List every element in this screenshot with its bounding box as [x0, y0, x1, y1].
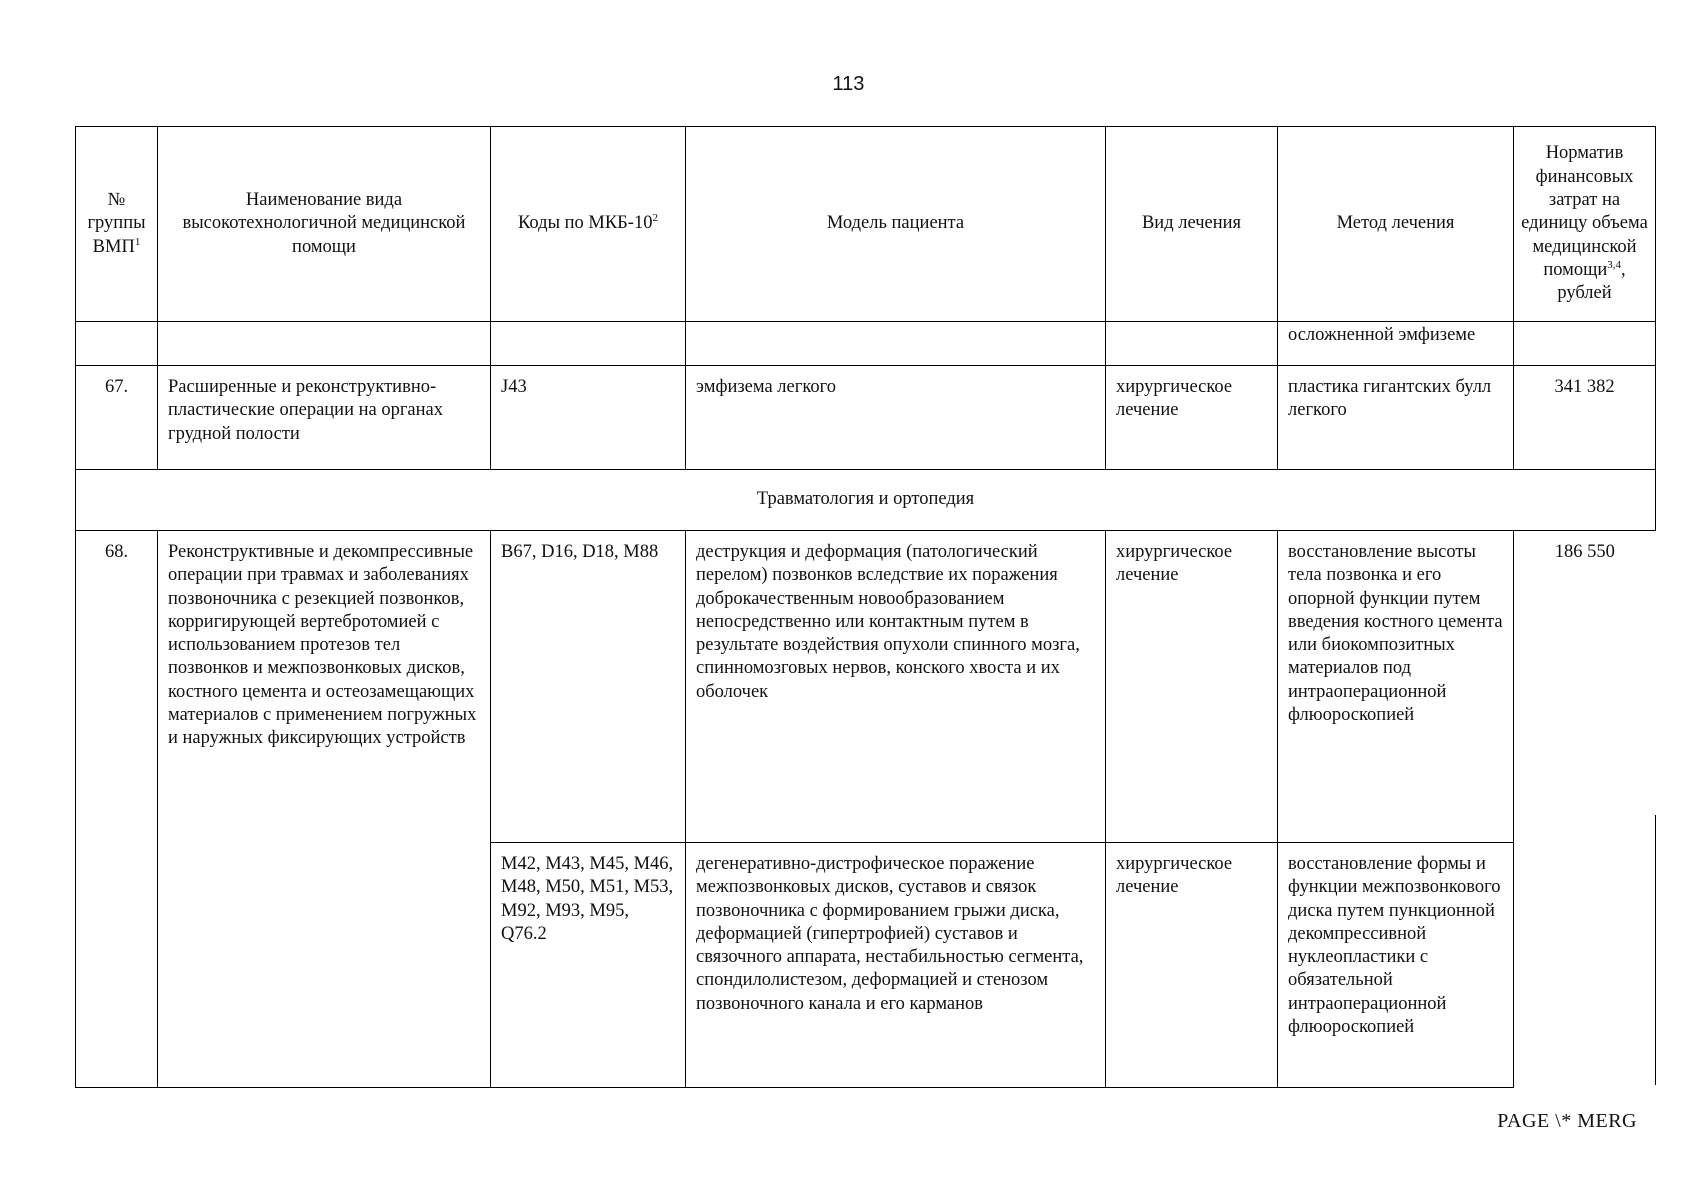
- table-row-67: [76, 366, 1656, 470]
- row68-no: 68.: [76, 531, 158, 1088]
- table-right-edge: [1655, 815, 1656, 1085]
- row68-sub2-model: дегенеративно-дистрофическое поражение межпозвонковых дисков, суставов и связок позвоночника с формированием грыжи диска, деформацией (гипертрофией) суставов и связочного аппарата, нестабильностью сегмента, спондилолистезом, деформацией и стенозом позвоночного канала и его карманов: [686, 843, 1106, 1088]
- header-group-no: № группы ВМП$^1$: [76, 127, 158, 322]
- continuation-row: [76, 322, 1656, 366]
- row68-sub1-model: деструкция и деформация (патологический перелом) позвонков вследствие их поражения доброкачественным новообразованием непосредственно или контактным путем в результате воздействия опухоли спинного мозга, спинномозговых нервов, конского хвоста и их оболочек: [686, 531, 1106, 843]
- section-title: Травматология и ортопедия: [76, 470, 1656, 531]
- row68-sub2-type: хирургическое лечение: [1106, 843, 1278, 1088]
- header-treatment-type: Вид лечения: [1106, 127, 1278, 322]
- row68-sub2-codes: M42, M43, M45, M46, M48, M50, M51, M53, M92, M93, M95, Q76.2: [491, 843, 686, 1088]
- header-method: Метод лечения: [1278, 127, 1514, 322]
- continuation-method: осложненной эмфиземе: [1278, 322, 1514, 366]
- header-name: Наименование вида высокотехнологичной медицинской помощи: [158, 127, 491, 322]
- row67-cost: 341 382: [1514, 366, 1656, 470]
- row68-sub1-codes: B67, D16, D18, M88: [491, 531, 686, 843]
- row67-model: эмфизема легкого: [686, 366, 1106, 470]
- header-row: [76, 127, 1656, 322]
- row67-name: Расширенные и реконструктивно-пластические операции на органах грудной полости: [158, 366, 491, 470]
- vmp-table: [75, 126, 1656, 1088]
- header-cost: Норматив финансовых затрат на единицу объема медицинской помощи$^{3,4}$, рублей: [1514, 127, 1656, 322]
- header-codes: Коды по МКБ-$10^2$: [491, 127, 686, 322]
- row67-method: пластика гигантских булл легкого: [1278, 366, 1514, 470]
- row68-sub1-type: хирургическое лечение: [1106, 531, 1278, 843]
- page-field-code: PAGE \* MERG: [1497, 1110, 1637, 1132]
- table-row-68: [76, 531, 1656, 843]
- row67-no: 67.: [76, 366, 158, 470]
- row68-name: Реконструктивные и декомпрессивные операции при травмах и заболеваниях позвоночника с резекцией позвонков, корригирующей вертебротомией с использованием протезов тел позвонков и межпозвонковых дисков, костного цемента и остеозамещающих материалов с применением погружных и наружных фиксирующих устройств: [158, 531, 491, 1088]
- row67-type: хирургическое лечение: [1106, 366, 1278, 470]
- row68-sub1-method: восстановление высоты тела позвонка и его опорной функции путем введения костного цемента или биокомпозитных материалов под интраоперационной флюороскопией: [1278, 531, 1514, 843]
- row68-sub2-method: восстановление формы и функции межпозвонкового диска путем пункционной декомпрессивной нуклеопластики с обязательной интраоперационной флюороскопией: [1278, 843, 1514, 1088]
- row68-cost: 186 550: [1514, 531, 1656, 1088]
- header-model: Модель пациента: [686, 127, 1106, 322]
- section-row: [76, 470, 1656, 531]
- page-number: 113: [832, 73, 865, 95]
- row67-codes: J43: [491, 366, 686, 470]
